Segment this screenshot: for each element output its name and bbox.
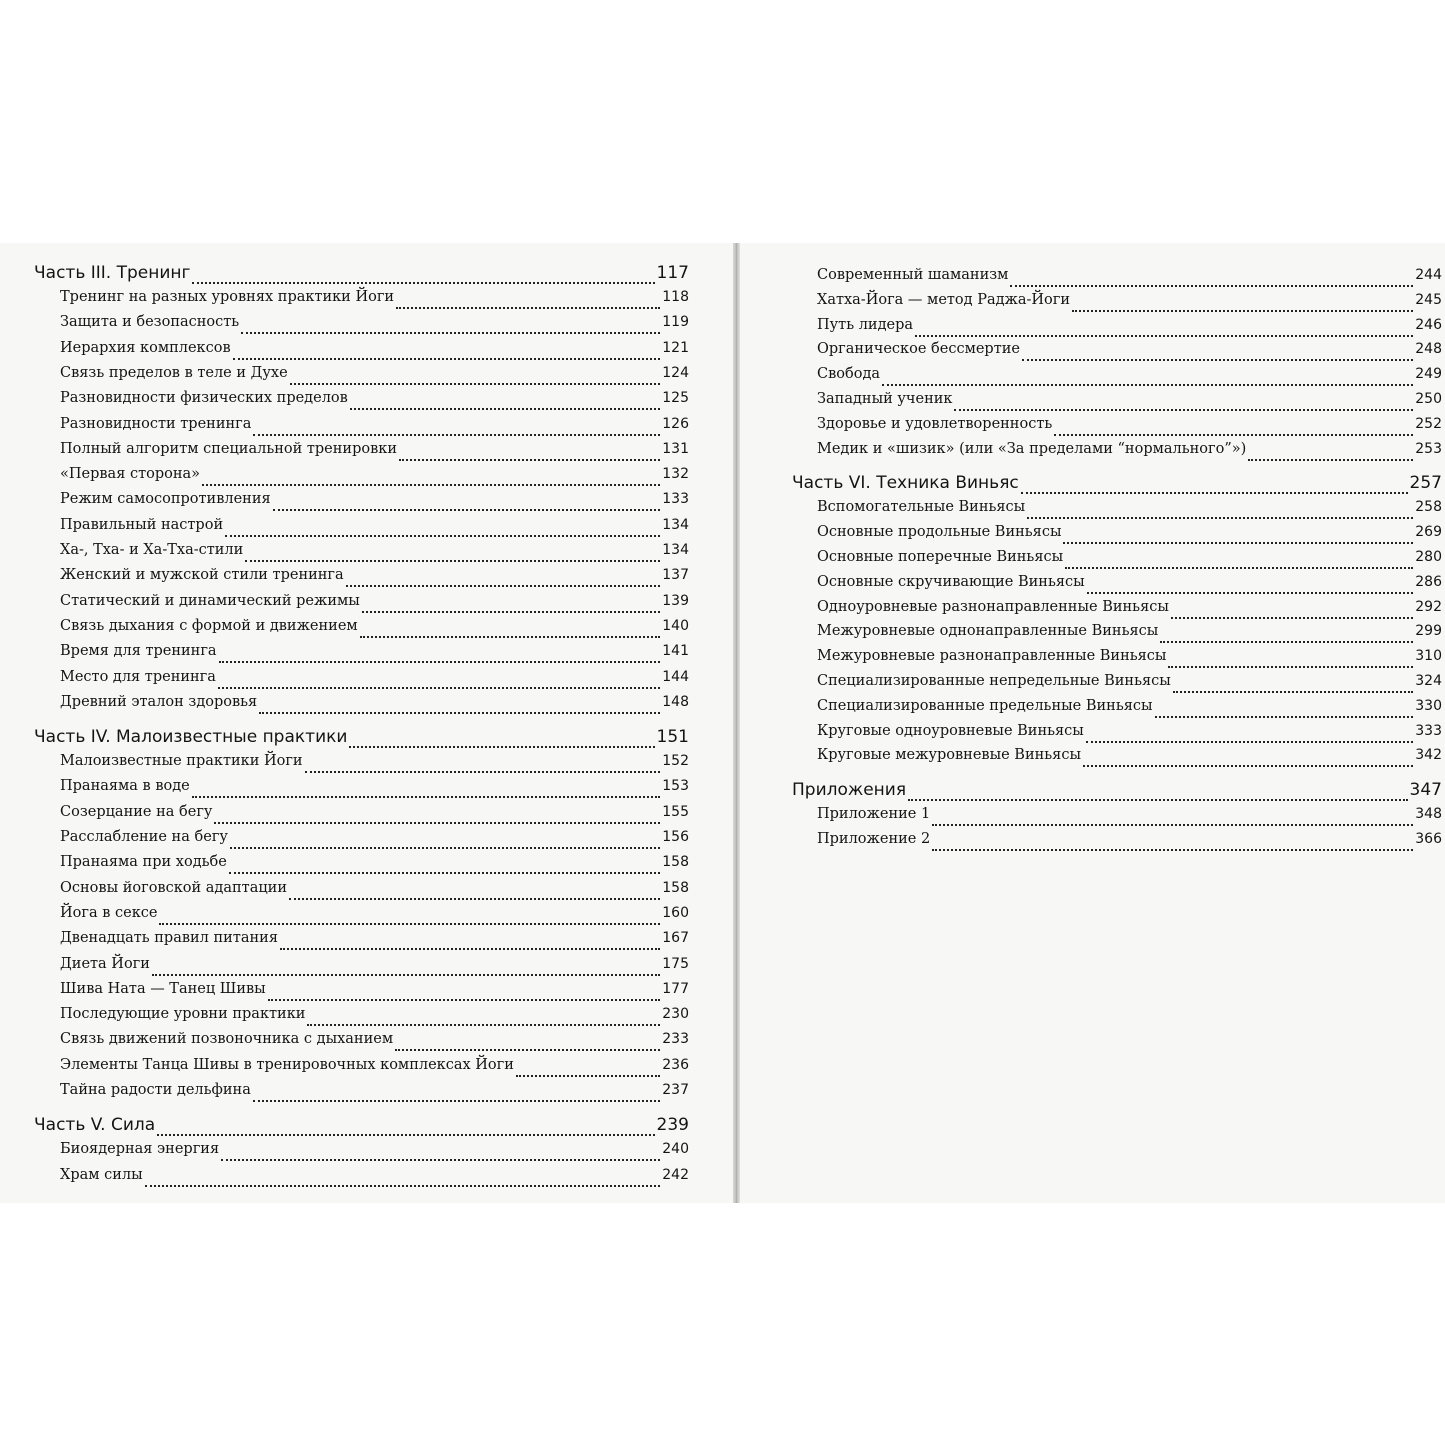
- toc-entry: [817, 416, 1442, 440]
- entry-page-number: 240: [662, 1141, 689, 1158]
- toc-entry: [60, 694, 689, 718]
- dot-leader: [157, 1134, 654, 1136]
- entry-title: Шива Ната — Танец Шивы: [60, 980, 266, 997]
- dot-leader: [350, 408, 660, 410]
- entry-page-number: 248: [1415, 341, 1442, 358]
- entry-title: Последующие уровни практики: [60, 1006, 306, 1023]
- entry-page-number: 160: [662, 904, 689, 921]
- entry-title: Разновидности тренинга: [60, 415, 252, 432]
- toc-entry: [817, 599, 1442, 623]
- toc-entry: [60, 314, 689, 338]
- part-title: Часть IV. Малоизвестные практики: [34, 727, 348, 748]
- toc-entry: [60, 804, 689, 828]
- dot-leader: [273, 509, 661, 511]
- toc-entry: [60, 905, 689, 929]
- dot-leader: [245, 560, 660, 562]
- entry-page-number: 134: [662, 516, 689, 533]
- entry-title: Защита и безопасность: [60, 314, 240, 331]
- entry-page-number: 246: [1415, 316, 1442, 333]
- dot-leader: [349, 746, 654, 748]
- entry-page-number: 121: [662, 339, 689, 356]
- dot-leader: [221, 1159, 660, 1161]
- toc-entry: [60, 930, 689, 954]
- entry-page-number: 324: [1415, 673, 1442, 689]
- entry-title: Время для тренинга: [60, 643, 217, 660]
- dot-leader: [346, 585, 661, 587]
- dot-leader: [305, 771, 661, 773]
- dot-leader: [1054, 434, 1413, 436]
- dot-leader: [159, 923, 660, 925]
- entry-page-number: 131: [662, 440, 689, 457]
- dot-leader: [1160, 641, 1413, 643]
- toc-entry: [817, 292, 1442, 316]
- dot-leader: [908, 799, 1407, 801]
- entry-title: Созерцание на бегу: [60, 803, 213, 820]
- toc-entry: [817, 698, 1442, 722]
- dot-leader: [395, 1049, 660, 1051]
- dot-leader: [219, 661, 661, 663]
- entry-title: Западный ученик: [817, 391, 953, 407]
- entry-title: Основные продольные Виньясы: [817, 524, 1062, 541]
- entry-title: Специализированные непредельные Виньясы: [817, 673, 1171, 689]
- toc-entry: [817, 574, 1442, 598]
- toc-entry: [60, 829, 689, 853]
- entry-page-number: 236: [662, 1056, 689, 1073]
- entry-title: Связь дыхания с формой и движением: [60, 617, 358, 634]
- toc-entry: [817, 623, 1442, 647]
- dot-leader: [1168, 666, 1413, 668]
- toc-part-heading: [34, 1115, 689, 1141]
- toc-entry: [60, 880, 689, 904]
- entry-page-number: 250: [1415, 391, 1442, 407]
- entry-title: Пранаяма в воде: [60, 778, 190, 795]
- toc-entry: [60, 441, 689, 465]
- entry-page-number: 286: [1415, 573, 1442, 590]
- dot-leader: [145, 1185, 661, 1187]
- entry-page-number: 155: [662, 803, 689, 820]
- dot-leader: [214, 822, 660, 824]
- entry-title: Хатха-Йога — метод Раджа-Йоги: [817, 291, 1071, 308]
- dot-leader: [233, 358, 661, 360]
- entry-title: Место для тренинга: [60, 668, 216, 685]
- entry-page-number: 348: [1415, 806, 1442, 823]
- entry-page-number: 258: [1415, 499, 1442, 516]
- entry-title: Храм силы: [60, 1166, 143, 1183]
- toc-entry: [60, 643, 689, 667]
- toc-entry: [60, 1141, 689, 1165]
- entry-page-number: 242: [662, 1166, 689, 1183]
- entry-title: Полный алгоритм специальной тренировки: [60, 440, 397, 457]
- entry-title: Женский и мужской стили тренинга: [60, 567, 344, 584]
- entry-page-number: 137: [662, 567, 689, 584]
- entry-title: Свобода: [817, 366, 881, 383]
- dot-leader: [1248, 459, 1413, 461]
- entry-title: Тренинг на разных уровнях практики Йоги: [60, 289, 395, 305]
- entry-title: Путь лидера: [817, 316, 914, 333]
- part-page-number: 239: [656, 1115, 689, 1136]
- entry-title: Малоизвестные практики Йоги: [60, 753, 303, 770]
- right-page: [740, 243, 1445, 1203]
- entry-page-number: 342: [1415, 747, 1442, 764]
- dot-leader: [202, 484, 660, 486]
- entry-page-number: 167: [662, 930, 689, 947]
- entry-page-number: 233: [662, 1031, 689, 1048]
- entry-title: Элементы Танца Шивы в тренировочных комплексах Йоги: [60, 1056, 514, 1073]
- entry-page-number: 134: [662, 542, 689, 558]
- dot-leader: [229, 872, 660, 874]
- toc-entry: [60, 340, 689, 364]
- toc-entry: [60, 416, 689, 440]
- dot-leader: [307, 1024, 660, 1026]
- dot-leader: [516, 1075, 660, 1077]
- entry-page-number: 310: [1415, 648, 1442, 665]
- dot-leader: [225, 535, 660, 537]
- dot-leader: [192, 282, 654, 284]
- entry-title: Биоядерная энергия: [60, 1141, 220, 1158]
- toc-part-heading: [792, 473, 1442, 499]
- toc-entry: [60, 567, 689, 591]
- part-title: Приложения: [792, 780, 907, 801]
- dot-leader: [1087, 592, 1414, 594]
- book-gutter: [733, 243, 740, 1203]
- dot-leader: [1173, 691, 1413, 693]
- toc-entry: [60, 1057, 689, 1081]
- dot-leader: [1083, 765, 1413, 767]
- part-page-number: 117: [656, 263, 689, 283]
- toc-entry: [60, 778, 689, 802]
- toc-entry: [60, 593, 689, 617]
- entry-page-number: 153: [662, 778, 689, 795]
- entry-page-number: 249: [1415, 366, 1442, 383]
- toc-entry: [817, 549, 1442, 573]
- dot-leader: [1065, 567, 1413, 569]
- entry-page-number: 333: [1415, 722, 1442, 739]
- toc-entry: [817, 747, 1442, 771]
- entry-title: Органическое бессмертие: [817, 341, 1020, 358]
- entry-title: Тайна радости дельфина: [60, 1082, 251, 1098]
- toc-entry: [60, 1031, 689, 1055]
- dot-leader: [932, 849, 1413, 851]
- entry-title: Здоровье и удовлетворенность: [817, 415, 1053, 432]
- toc-entry: [817, 267, 1442, 291]
- entry-page-number: 280: [1415, 549, 1442, 565]
- dot-leader: [1021, 492, 1408, 494]
- entry-page-number: 156: [662, 829, 689, 845]
- entry-page-number: 366: [1415, 831, 1442, 847]
- dot-leader: [259, 712, 660, 714]
- entry-title: Древний эталон здоровья: [60, 693, 258, 710]
- dot-leader: [1010, 285, 1413, 287]
- entry-page-number: 139: [662, 592, 689, 609]
- dot-leader: [192, 796, 661, 798]
- part-title: Часть III. Тренинг: [34, 263, 191, 283]
- entry-title: Расслабление на бегу: [60, 829, 228, 845]
- toc-entry: [60, 390, 689, 414]
- toc-entry: [60, 753, 689, 777]
- dot-leader: [1155, 716, 1414, 718]
- entry-title: «Первая сторона»: [60, 466, 201, 483]
- entry-title: Вспомогательные Виньясы: [817, 499, 1026, 516]
- toc-entry: [817, 391, 1442, 415]
- dot-leader: [932, 824, 1413, 826]
- entry-page-number: 119: [662, 314, 689, 331]
- entry-page-number: 230: [662, 1006, 689, 1023]
- dot-leader: [290, 383, 661, 385]
- toc-entry: [60, 854, 689, 878]
- entry-page-number: 126: [662, 415, 689, 432]
- left-page: [0, 243, 733, 1203]
- toc-entry: [817, 723, 1442, 747]
- toc-entry: [817, 441, 1442, 465]
- dot-leader: [882, 384, 1413, 386]
- entry-title: Диета Йоги: [60, 955, 150, 972]
- entry-page-number: 133: [662, 491, 689, 508]
- entry-page-number: 177: [662, 980, 689, 997]
- dot-leader: [152, 974, 660, 976]
- entry-title: Статический и динамический режимы: [60, 592, 360, 609]
- entry-page-number: 330: [1415, 697, 1442, 714]
- entry-title: Одноуровневые разнонаправленные Виньясы: [817, 598, 1169, 615]
- part-title: Часть VI. Техника Виньяс: [792, 473, 1019, 494]
- dot-leader: [399, 459, 660, 461]
- toc-entry: [60, 365, 689, 389]
- dot-leader: [1063, 542, 1413, 544]
- toc-entry: [60, 1167, 689, 1191]
- toc-entry: [817, 648, 1442, 672]
- dot-leader: [1171, 617, 1413, 619]
- toc-part-heading: [792, 780, 1442, 806]
- entry-title: Ха-, Тха- и Ха-Тха-стили: [60, 542, 244, 558]
- toc-entry: [60, 466, 689, 490]
- entry-page-number: 253: [1415, 440, 1442, 457]
- dot-leader: [1027, 517, 1413, 519]
- entry-page-number: 140: [662, 617, 689, 634]
- dot-leader: [280, 948, 660, 950]
- dot-leader: [915, 335, 1413, 337]
- entry-title: Приложение 2: [817, 831, 931, 847]
- entry-title: Двенадцать правил питания: [60, 930, 278, 947]
- dot-leader: [1022, 359, 1413, 361]
- dot-leader: [253, 434, 660, 436]
- entry-page-number: 245: [1415, 291, 1442, 308]
- toc-entry: [817, 524, 1442, 548]
- entry-page-number: 118: [662, 289, 689, 305]
- dot-leader: [218, 687, 660, 689]
- entry-page-number: 144: [662, 668, 689, 685]
- dot-leader: [253, 1100, 660, 1102]
- dot-leader: [396, 307, 660, 309]
- dot-leader: [1072, 310, 1413, 312]
- entry-page-number: 132: [662, 466, 689, 483]
- toc-entry: [817, 806, 1442, 830]
- toc-entry: [60, 1006, 689, 1030]
- toc-entry: [817, 341, 1442, 365]
- toc-part-heading: [34, 263, 689, 289]
- entry-title: Межуровневые разнонаправленные Виньясы: [817, 648, 1167, 665]
- toc-entry: [60, 669, 689, 693]
- toc-entry: [60, 981, 689, 1005]
- entry-page-number: 148: [662, 693, 689, 710]
- toc-entry: [817, 366, 1442, 390]
- dot-leader: [268, 999, 661, 1001]
- dot-leader: [241, 332, 660, 334]
- dot-leader: [360, 636, 661, 638]
- dot-leader: [362, 611, 660, 613]
- entry-title: Круговые одноуровневые Виньясы: [817, 722, 1084, 739]
- book-spread: [0, 243, 1445, 1203]
- toc-entry: [60, 542, 689, 566]
- entry-page-number: 299: [1415, 623, 1442, 640]
- toc-entry: [60, 517, 689, 541]
- dot-leader: [954, 409, 1413, 411]
- entry-title: Основные скручивающие Виньясы: [817, 573, 1085, 590]
- entry-title: Современный шаманизм: [817, 267, 1009, 283]
- entry-page-number: 237: [662, 1082, 689, 1098]
- entry-title: Разновидности физических пределов: [60, 390, 348, 407]
- entry-page-number: 244: [1415, 267, 1442, 283]
- entry-title: Режим самосопротивления: [60, 491, 271, 508]
- entry-page-number: 252: [1415, 415, 1442, 432]
- entry-title: Межуровневые однонаправленные Виньясы: [817, 623, 1159, 640]
- entry-title: Медик и «шизик» (или «За пределами “нормального”»): [817, 440, 1247, 457]
- toc-entry: [817, 673, 1442, 697]
- toc-entry: [60, 618, 689, 642]
- entry-page-number: 158: [662, 854, 689, 871]
- entry-title: Круговые межуровневые Виньясы: [817, 747, 1081, 764]
- entry-page-number: 292: [1415, 598, 1442, 615]
- entry-title: Приложение 1: [817, 806, 931, 823]
- toc-entry: [60, 289, 689, 313]
- part-title: Часть V. Сила: [34, 1115, 156, 1136]
- dot-leader: [1086, 741, 1413, 743]
- entry-title: Связь пределов в теле и Духе: [60, 364, 288, 381]
- toc-entry: [817, 831, 1442, 855]
- entry-page-number: 152: [662, 753, 689, 770]
- toc-entry: [817, 317, 1442, 341]
- entry-page-number: 125: [662, 390, 689, 407]
- part-page-number: 257: [1409, 473, 1442, 494]
- entry-title: Иерархия комплексов: [60, 339, 231, 356]
- entry-title: Основные поперечные Виньясы: [817, 549, 1064, 565]
- toc-entry: [817, 499, 1442, 523]
- dot-leader: [230, 847, 660, 849]
- entry-page-number: 124: [662, 364, 689, 381]
- entry-title: Пранаяма при ходьбе: [60, 854, 227, 871]
- toc-entry: [60, 956, 689, 980]
- entry-page-number: 269: [1415, 524, 1442, 541]
- entry-title: Йога в сексе: [60, 904, 158, 921]
- entry-page-number: 141: [662, 643, 689, 660]
- entry-title: Специализированные предельные Виньясы: [817, 697, 1153, 714]
- toc-entry: [60, 1082, 689, 1106]
- entry-title: Правильный настрой: [60, 516, 224, 533]
- entry-title: Основы йоговской адаптации: [60, 879, 287, 896]
- toc-part-heading: [34, 727, 689, 753]
- dot-leader: [289, 898, 660, 900]
- entry-page-number: 158: [662, 879, 689, 896]
- toc-entry: [60, 491, 689, 515]
- entry-title: Связь движений позвоночника с дыханием: [60, 1031, 394, 1048]
- part-page-number: 151: [656, 727, 689, 748]
- entry-page-number: 175: [662, 955, 689, 972]
- part-page-number: 347: [1409, 780, 1442, 801]
